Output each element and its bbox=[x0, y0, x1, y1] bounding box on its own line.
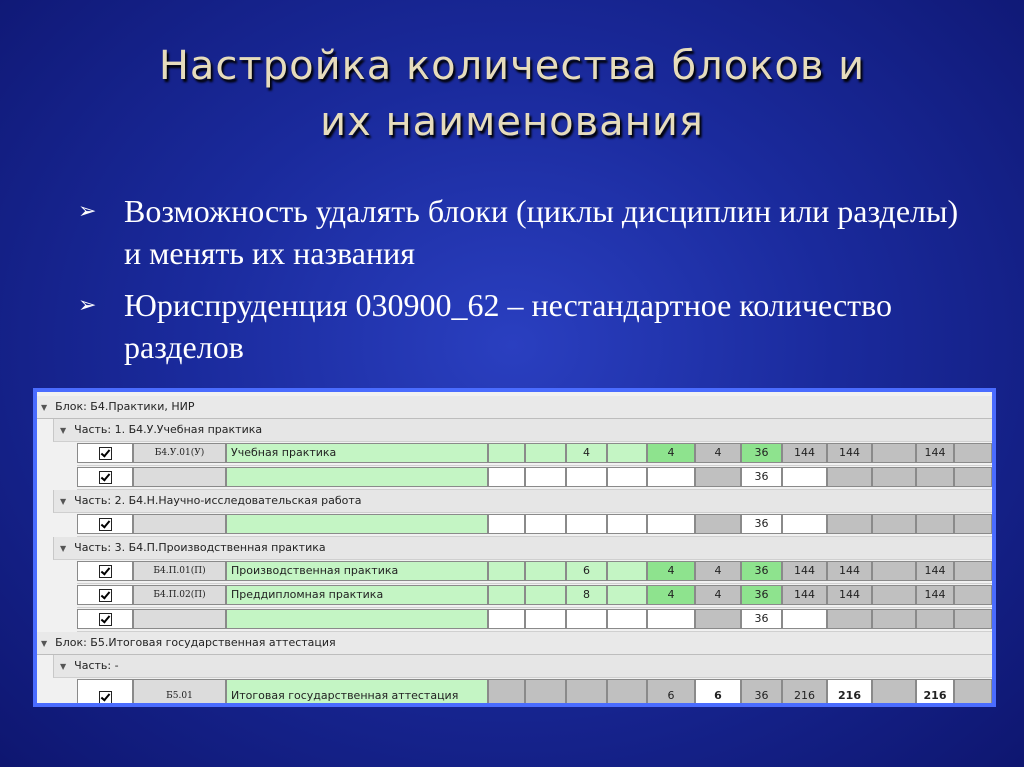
block-header[interactable] bbox=[37, 396, 992, 419]
table-row bbox=[77, 513, 992, 537]
collapse-triangle-icon[interactable]: ▼ bbox=[41, 403, 48, 412]
row-checkbox[interactable] bbox=[77, 585, 133, 605]
part-label: Часть: - bbox=[74, 659, 119, 672]
bullet-text: Возможность удалять блоки (циклы дисциплин или разделы) и менять их названия bbox=[124, 193, 959, 271]
value-cell bbox=[872, 609, 916, 629]
collapse-triangle-icon[interactable]: ▼ bbox=[60, 544, 67, 553]
discipline-code: Б5.01 bbox=[133, 679, 226, 707]
value-cell: 216 bbox=[782, 679, 827, 707]
curriculum-grid bbox=[33, 388, 996, 707]
value-cell: 144 bbox=[916, 561, 954, 581]
value-cell bbox=[827, 609, 872, 629]
value-cell[interactable]: 36 bbox=[741, 561, 782, 581]
part-header[interactable] bbox=[53, 537, 992, 560]
block-label: Блок: Б5.Итоговая государственная аттестация bbox=[55, 636, 336, 649]
value-cell[interactable] bbox=[782, 609, 827, 629]
value-cell: 144 bbox=[916, 585, 954, 605]
discipline-code: Б4.П.01(П) bbox=[133, 561, 226, 581]
value-cell bbox=[695, 467, 741, 487]
value-cell[interactable] bbox=[488, 585, 525, 605]
value-cell[interactable] bbox=[488, 561, 525, 581]
checkmark-icon bbox=[99, 613, 112, 626]
bullet-item bbox=[72, 284, 972, 368]
part-label: Часть: 2. Б4.Н.Научно-исследовательская работа bbox=[74, 494, 362, 507]
value-cell bbox=[872, 585, 916, 605]
value-cell[interactable] bbox=[488, 514, 525, 534]
value-cell[interactable] bbox=[607, 467, 647, 487]
value-cell[interactable] bbox=[782, 467, 827, 487]
table-row bbox=[77, 442, 992, 466]
value-cell[interactable]: 36 bbox=[741, 585, 782, 605]
discipline-code: Б4.П.02(П) bbox=[133, 585, 226, 605]
row-checkbox[interactable] bbox=[77, 467, 133, 487]
value-cell bbox=[916, 609, 954, 629]
value-cell bbox=[872, 561, 916, 581]
value-cell bbox=[954, 679, 992, 707]
bullet-list bbox=[72, 190, 972, 378]
value-cell[interactable]: 36 bbox=[741, 467, 782, 487]
value-cell[interactable] bbox=[607, 585, 647, 605]
table-row bbox=[77, 608, 992, 632]
checkmark-icon bbox=[99, 518, 112, 531]
value-cell[interactable]: 6 bbox=[695, 679, 741, 707]
value-cell: 144 bbox=[827, 585, 872, 605]
value-cell bbox=[954, 609, 992, 629]
collapse-triangle-icon[interactable]: ▼ bbox=[41, 639, 48, 648]
checkmark-icon bbox=[99, 447, 112, 460]
value-cell: 144 bbox=[916, 443, 954, 463]
discipline-code bbox=[133, 609, 226, 629]
slide-title-line-1: Настройка количества блоков и bbox=[158, 43, 866, 89]
value-cell[interactable]: 8 bbox=[566, 585, 607, 605]
value-cell[interactable] bbox=[525, 585, 566, 605]
value-cell[interactable] bbox=[566, 467, 607, 487]
value-cell[interactable] bbox=[525, 609, 566, 629]
value-cell bbox=[954, 467, 992, 487]
value-cell bbox=[607, 679, 647, 707]
block-header[interactable] bbox=[37, 632, 992, 655]
value-cell[interactable]: 4 bbox=[647, 585, 695, 605]
value-cell bbox=[916, 514, 954, 534]
discipline-name[interactable]: Учебная практика bbox=[226, 443, 488, 463]
value-cell bbox=[954, 561, 992, 581]
value-cell: 144 bbox=[827, 561, 872, 581]
value-cell[interactable] bbox=[607, 514, 647, 534]
block-label: Блок: Б4.Практики, НИР bbox=[55, 400, 195, 413]
slide-title bbox=[40, 38, 984, 150]
checkmark-icon bbox=[99, 565, 112, 578]
discipline-code: Б4.У.01(У) bbox=[133, 443, 226, 463]
value-cell[interactable] bbox=[607, 561, 647, 581]
value-cell bbox=[827, 467, 872, 487]
part-label: Часть: 3. Б4.П.Производственная практика bbox=[74, 541, 326, 554]
value-cell[interactable] bbox=[525, 561, 566, 581]
value-cell bbox=[872, 467, 916, 487]
value-cell[interactable] bbox=[525, 443, 566, 463]
value-cell[interactable]: 6 bbox=[566, 561, 607, 581]
value-cell[interactable]: 216 bbox=[827, 679, 872, 707]
slide-title-line-2: их наименования bbox=[320, 99, 704, 145]
value-cell[interactable] bbox=[566, 514, 607, 534]
discipline-code bbox=[133, 514, 226, 534]
checkmark-icon bbox=[99, 691, 112, 704]
discipline-name[interactable]: Итоговая государственная аттестация bbox=[226, 679, 488, 707]
value-cell[interactable]: 4 bbox=[647, 561, 695, 581]
discipline-code bbox=[133, 467, 226, 487]
part-label: Часть: 1. Б4.У.Учебная практика bbox=[74, 423, 263, 436]
value-cell[interactable]: 36 bbox=[741, 609, 782, 629]
value-cell bbox=[695, 514, 741, 534]
bullet-item bbox=[72, 190, 972, 274]
value-cell: 144 bbox=[782, 561, 827, 581]
discipline-name[interactable] bbox=[226, 609, 488, 629]
value-cell[interactable] bbox=[647, 467, 695, 487]
table-row bbox=[77, 466, 992, 490]
collapse-triangle-icon[interactable]: ▼ bbox=[60, 426, 67, 435]
value-cell[interactable]: 36 bbox=[741, 443, 782, 463]
row-checkbox[interactable] bbox=[77, 443, 133, 463]
value-cell[interactable] bbox=[607, 443, 647, 463]
value-cell[interactable] bbox=[525, 467, 566, 487]
value-cell: 4 bbox=[695, 561, 741, 581]
table-row bbox=[77, 584, 992, 608]
value-cell bbox=[695, 609, 741, 629]
value-cell bbox=[827, 514, 872, 534]
value-cell bbox=[525, 679, 566, 707]
value-cell[interactable] bbox=[566, 609, 607, 629]
value-cell bbox=[872, 443, 916, 463]
value-cell: 6 bbox=[647, 679, 695, 707]
value-cell[interactable]: 4 bbox=[566, 443, 607, 463]
bullet-text: Юриспруденция 030900_62 – нестандартное количество разделов bbox=[124, 287, 893, 365]
value-cell[interactable]: 36 bbox=[741, 514, 782, 534]
part-header[interactable] bbox=[53, 419, 992, 442]
row-checkbox[interactable] bbox=[77, 561, 133, 581]
part-header[interactable] bbox=[53, 655, 992, 678]
value-cell bbox=[872, 679, 916, 707]
value-cell[interactable]: 216 bbox=[916, 679, 954, 707]
value-cell[interactable] bbox=[782, 514, 827, 534]
value-cell: 144 bbox=[827, 443, 872, 463]
checkmark-icon bbox=[99, 589, 112, 602]
value-cell: 4 bbox=[695, 443, 741, 463]
table-row bbox=[77, 678, 992, 707]
bullet-arrow-icon: ➢ bbox=[78, 198, 97, 223]
value-cell bbox=[916, 467, 954, 487]
row-checkbox[interactable] bbox=[77, 609, 133, 629]
value-cell bbox=[488, 679, 525, 707]
value-cell[interactable] bbox=[488, 609, 525, 629]
discipline-name[interactable] bbox=[226, 467, 488, 487]
value-cell[interactable] bbox=[488, 443, 525, 463]
value-cell: 4 bbox=[695, 585, 741, 605]
checkmark-icon bbox=[99, 471, 112, 484]
value-cell[interactable] bbox=[647, 514, 695, 534]
value-cell[interactable] bbox=[488, 467, 525, 487]
value-cell[interactable]: 4 bbox=[647, 443, 695, 463]
discipline-name[interactable]: Преддипломная практика bbox=[226, 585, 488, 605]
bullet-arrow-icon: ➢ bbox=[78, 292, 97, 317]
table-row bbox=[77, 560, 992, 584]
part-header[interactable] bbox=[53, 490, 992, 513]
value-cell bbox=[954, 514, 992, 534]
value-cell bbox=[566, 679, 607, 707]
collapse-triangle-icon[interactable]: ▼ bbox=[60, 497, 67, 506]
row-checkbox[interactable] bbox=[77, 679, 133, 707]
value-cell: 144 bbox=[782, 585, 827, 605]
row-checkbox[interactable] bbox=[77, 514, 133, 534]
discipline-name[interactable] bbox=[226, 514, 488, 534]
value-cell bbox=[954, 585, 992, 605]
value-cell[interactable] bbox=[647, 609, 695, 629]
value-cell: 144 bbox=[782, 443, 827, 463]
value-cell bbox=[872, 514, 916, 534]
value-cell[interactable] bbox=[525, 514, 566, 534]
value-cell[interactable] bbox=[607, 609, 647, 629]
value-cell: 36 bbox=[741, 679, 782, 707]
collapse-triangle-icon[interactable]: ▼ bbox=[60, 662, 67, 671]
discipline-name[interactable]: Производственная практика bbox=[226, 561, 488, 581]
value-cell bbox=[954, 443, 992, 463]
